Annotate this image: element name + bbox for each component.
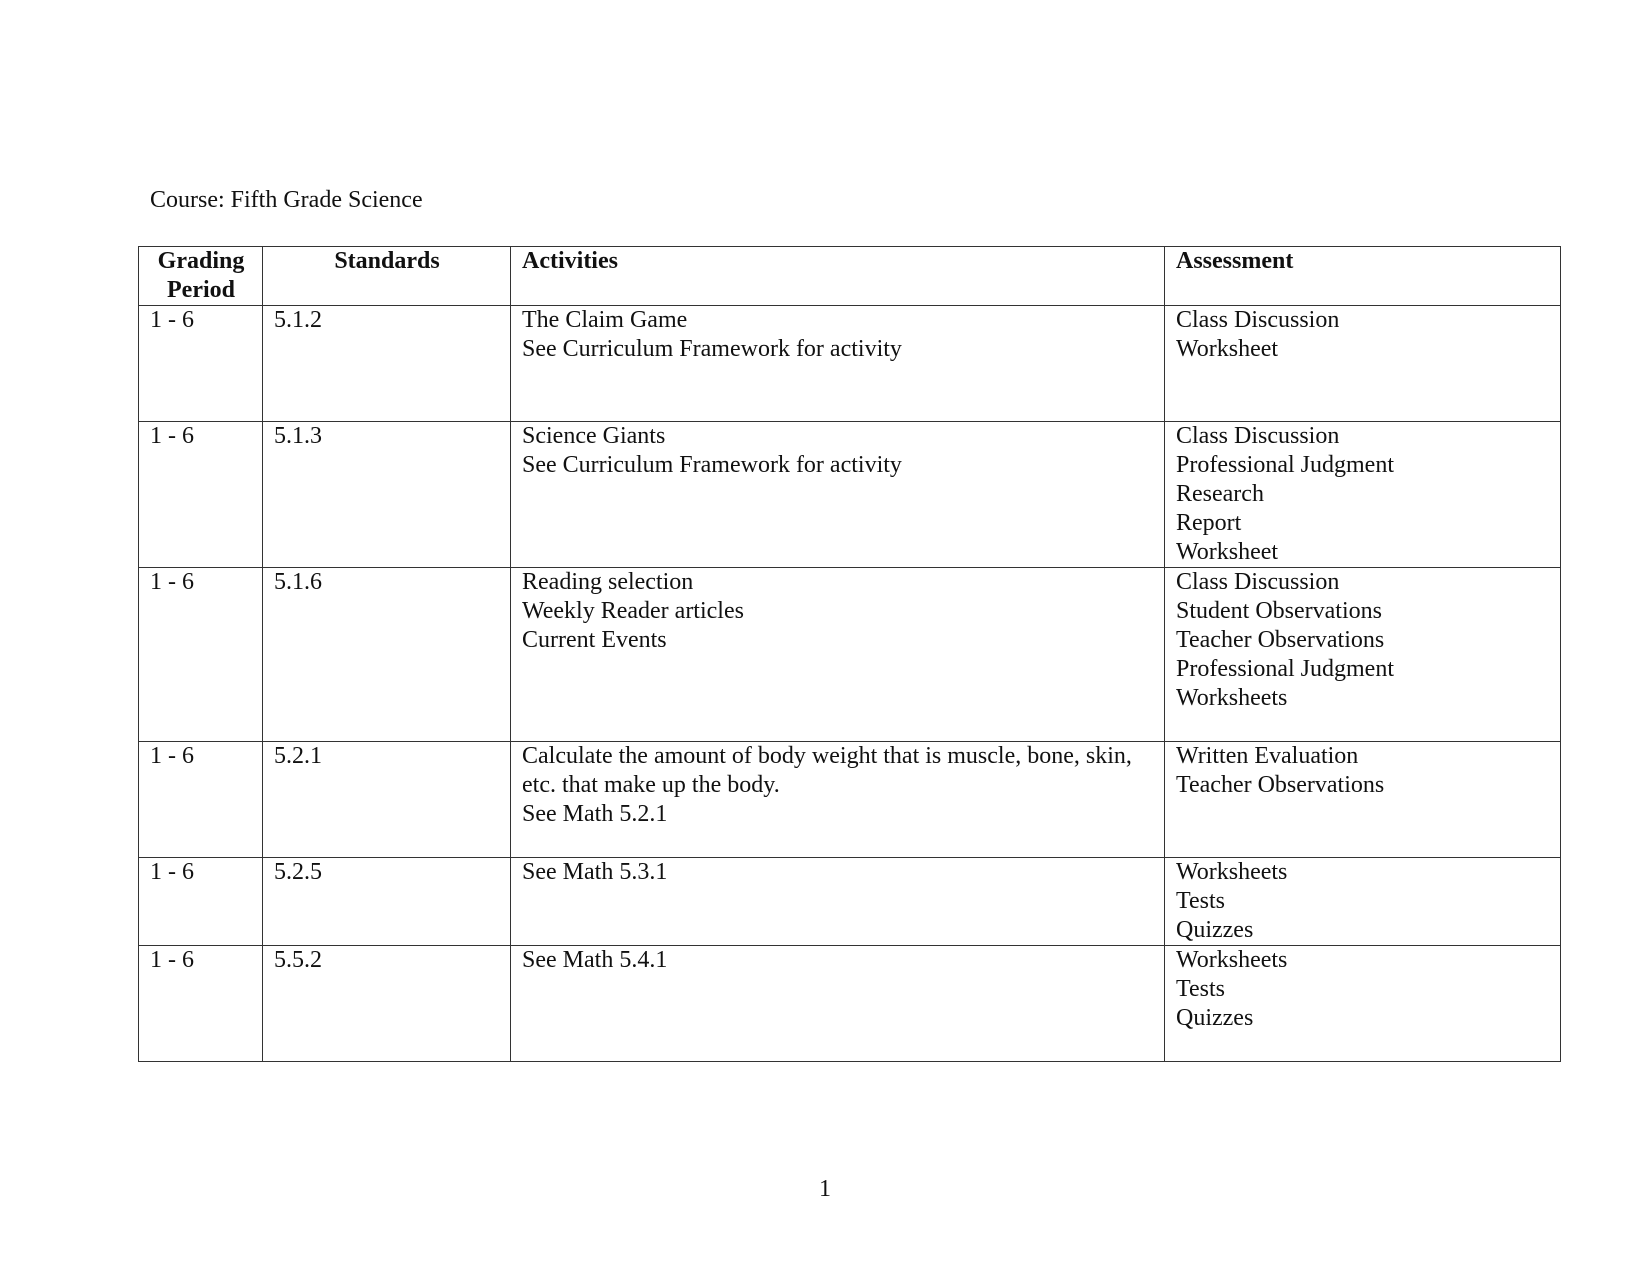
table-row xyxy=(139,306,1561,422)
assessment-cell xyxy=(1165,858,1561,946)
assessment-line: Worksheets xyxy=(1176,685,1288,711)
standard-cell: 5.2.5 xyxy=(263,858,511,946)
assessment-line: Written Evaluation xyxy=(1176,743,1359,769)
assessment-line: Quizzes xyxy=(1176,1005,1254,1031)
period-cell: 1 - 6 xyxy=(139,568,263,742)
assessment-cell xyxy=(1165,742,1561,858)
table-row xyxy=(139,422,1561,568)
period-cell: 1 - 6 xyxy=(139,858,263,946)
period-cell: 1 - 6 xyxy=(139,742,263,858)
activity-line: The Claim Game xyxy=(522,307,688,333)
assessment-line: Tests xyxy=(1176,888,1225,914)
activities-cell xyxy=(511,742,1165,858)
curriculum-table xyxy=(138,246,1561,1062)
standard-cell: 5.5.2 xyxy=(263,946,511,1062)
activity-line: See Math 5.3.1 xyxy=(522,859,668,885)
assessment-line: Class Discussion xyxy=(1176,423,1340,449)
activity-line: See Math 5.2.1 xyxy=(522,801,668,827)
assessment-line: Worksheets xyxy=(1176,859,1288,885)
activities-cell xyxy=(511,858,1165,946)
activity-line: See Curriculum Framework for activity xyxy=(522,336,902,362)
table-row xyxy=(139,858,1561,946)
assessment-line: Professional Judgment xyxy=(1176,452,1394,478)
header-grading-period-line-2: Period xyxy=(167,277,235,303)
assessment-line: Class Discussion xyxy=(1176,307,1340,333)
header-assessment: Assessment xyxy=(1165,247,1561,306)
standard-cell: 5.1.6 xyxy=(263,568,511,742)
activities-cell xyxy=(511,422,1165,568)
header-grading-period-line-1: Grading xyxy=(157,248,245,274)
activity-line: Calculate the amount of body weight that is muscle, bone, skin, etc. that make up the body. xyxy=(522,743,1132,798)
assessment-line: Quizzes xyxy=(1176,917,1254,943)
assessment-line: Worksheet xyxy=(1176,539,1279,565)
course-title: Course: Fifth Grade Science xyxy=(150,187,423,213)
activities-cell xyxy=(511,306,1165,422)
activity-line: Science Giants xyxy=(522,423,666,449)
activities-cell xyxy=(511,568,1165,742)
assessment-line: Teacher Observations xyxy=(1176,627,1385,653)
activity-line: See Math 5.4.1 xyxy=(522,947,668,973)
header-grading-period xyxy=(139,247,263,306)
assessment-line: Student Observations xyxy=(1176,598,1382,624)
standard-cell: 5.1.2 xyxy=(263,306,511,422)
period-cell: 1 - 6 xyxy=(139,306,263,422)
standard-cell: 5.2.1 xyxy=(263,742,511,858)
assessment-line: Report xyxy=(1176,510,1242,536)
assessment-line: Worksheets xyxy=(1176,947,1288,973)
activity-line: Reading selection xyxy=(522,569,694,595)
assessment-cell xyxy=(1165,422,1561,568)
activities-cell xyxy=(511,946,1165,1062)
standard-cell: 5.1.3 xyxy=(263,422,511,568)
table-row xyxy=(139,568,1561,742)
header-activities: Activities xyxy=(511,247,1165,306)
page-number: 1 xyxy=(819,1176,831,1202)
assessment-line: Worksheet xyxy=(1176,336,1279,362)
activity-line: See Curriculum Framework for activity xyxy=(522,452,902,478)
assessment-line: Research xyxy=(1176,481,1264,507)
assessment-line: Teacher Observations xyxy=(1176,772,1385,798)
table-row xyxy=(139,946,1561,1062)
assessment-line: Professional Judgment xyxy=(1176,656,1394,682)
period-cell: 1 - 6 xyxy=(139,422,263,568)
table-header-row xyxy=(139,247,1561,306)
activity-line: Weekly Reader articles xyxy=(522,598,744,624)
assessment-line: Tests xyxy=(1176,976,1225,1002)
table-row xyxy=(139,742,1561,858)
assessment-cell xyxy=(1165,946,1561,1062)
activity-line: Current Events xyxy=(522,627,667,653)
header-standards: Standards xyxy=(263,247,511,306)
assessment-line: Class Discussion xyxy=(1176,569,1340,595)
assessment-cell xyxy=(1165,306,1561,422)
period-cell: 1 - 6 xyxy=(139,946,263,1062)
assessment-cell xyxy=(1165,568,1561,742)
